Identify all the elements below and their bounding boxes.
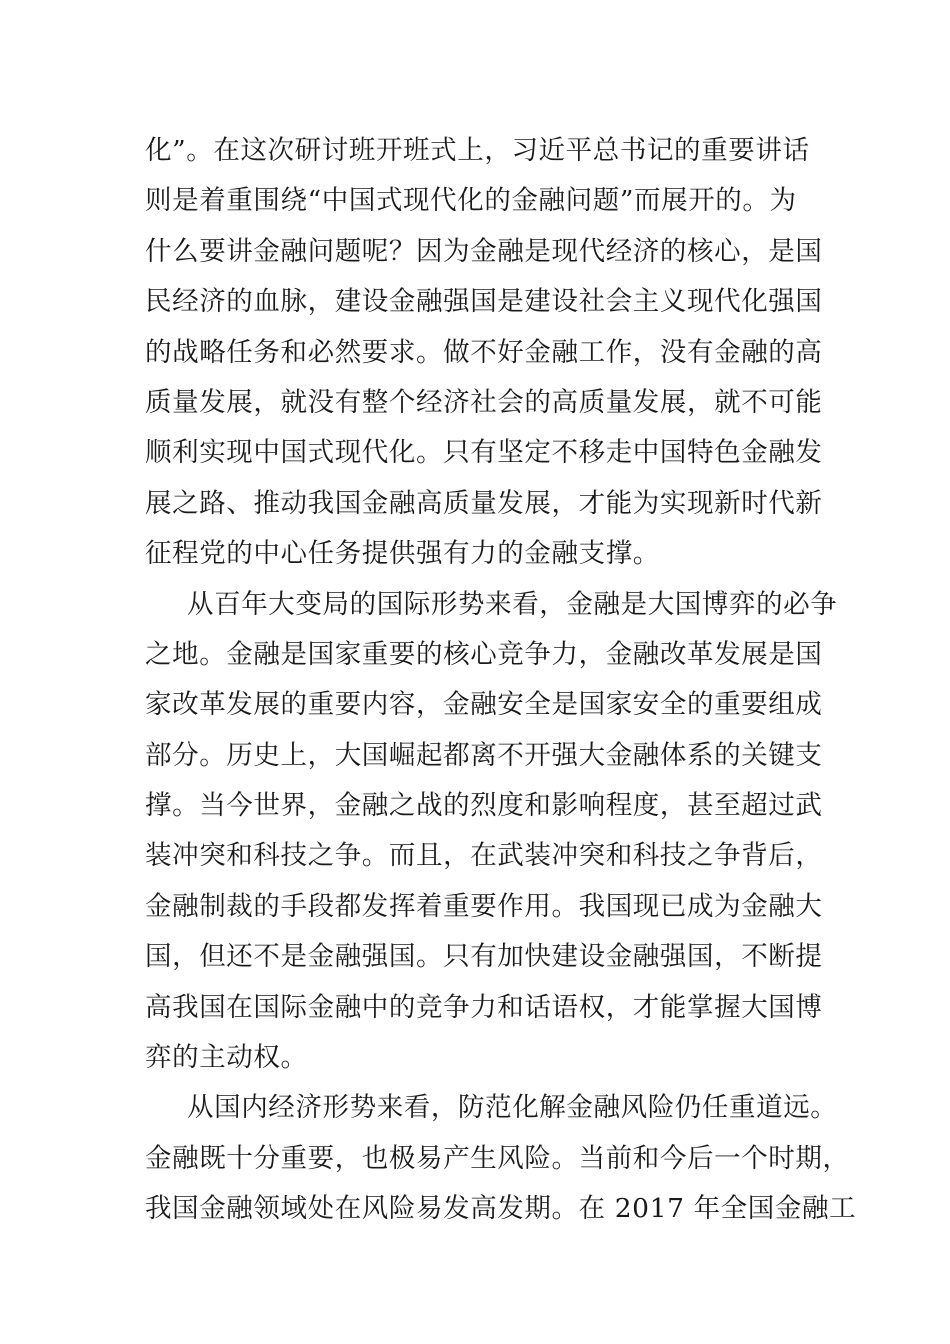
text-line: 民经济的血脉，建设金融强国是建设社会主义现代化强国	[145, 286, 823, 318]
text-line: 的战略任务和必然要求。做不好金融工作，没有金融的高	[145, 336, 823, 368]
text-line: 高我国在国际金融中的竞争力和话语权，才能掌握大国博	[145, 991, 823, 1023]
text-line: 家改革发展的重要内容，金融安全是国家安全的重要组成	[145, 689, 823, 721]
text-line: 国，但还不是金融强国。只有加快建设金融强国，不断提	[145, 941, 823, 973]
text-line: 化”。在这次研讨班开班式上，习近平总书记的重要讲话	[145, 135, 810, 166]
text-line: 从百年大变局的国际形势来看，金融是大国博弈的必争	[187, 588, 838, 620]
text-line: 展之路、推动我国金融高质量发展，才能为实现新时代新	[145, 487, 823, 519]
paragraph-1	[145, 126, 823, 580]
text-line: 撑。当今世界，金融之战的烈度和影响程度，甚至超过武	[145, 790, 823, 822]
text-line: 金融制裁的手段都发挥着重要作用。我国现已成为金融大	[145, 890, 823, 922]
paragraph-2	[145, 580, 838, 1084]
text-line: 顺利实现中国式现代化。只有坚定不移走中国特色金融发	[145, 437, 823, 469]
paragraph-3	[145, 1083, 857, 1234]
text-line: 什么要讲金融问题呢？因为金融是现代经济的核心，是国	[145, 235, 823, 267]
body-text	[145, 126, 857, 1235]
text-line: 我国金融领域处在风险易发高发期。在 2017 年全国金融工	[145, 1193, 857, 1225]
text-line: 从国内经济形势来看，防范化解金融风险仍任重道远。	[187, 1092, 838, 1124]
text-line: 之地。金融是国家重要的核心竞争力，金融改革发展是国	[145, 638, 823, 670]
text-line: 部分。历史上，大国崛起都离不开强大金融体系的关键支	[145, 739, 823, 771]
text-line: 质量发展，就没有整个经济社会的高质量发展，就不可能	[145, 386, 823, 418]
text-line: 装冲突和科技之争。而且，在武装冲突和科技之争背后，	[145, 840, 823, 872]
text-line: 弈的主动权。	[145, 1042, 308, 1074]
text-line: 征程党的中心任务提供强有力的金融支撑。	[145, 538, 660, 570]
text-line: 则是着重围绕“中国式现代化的金融问题”而展开的。为	[145, 185, 797, 217]
text-line: 金融既十分重要，也极易产生风险。当前和今后一个时期，	[145, 1142, 850, 1174]
